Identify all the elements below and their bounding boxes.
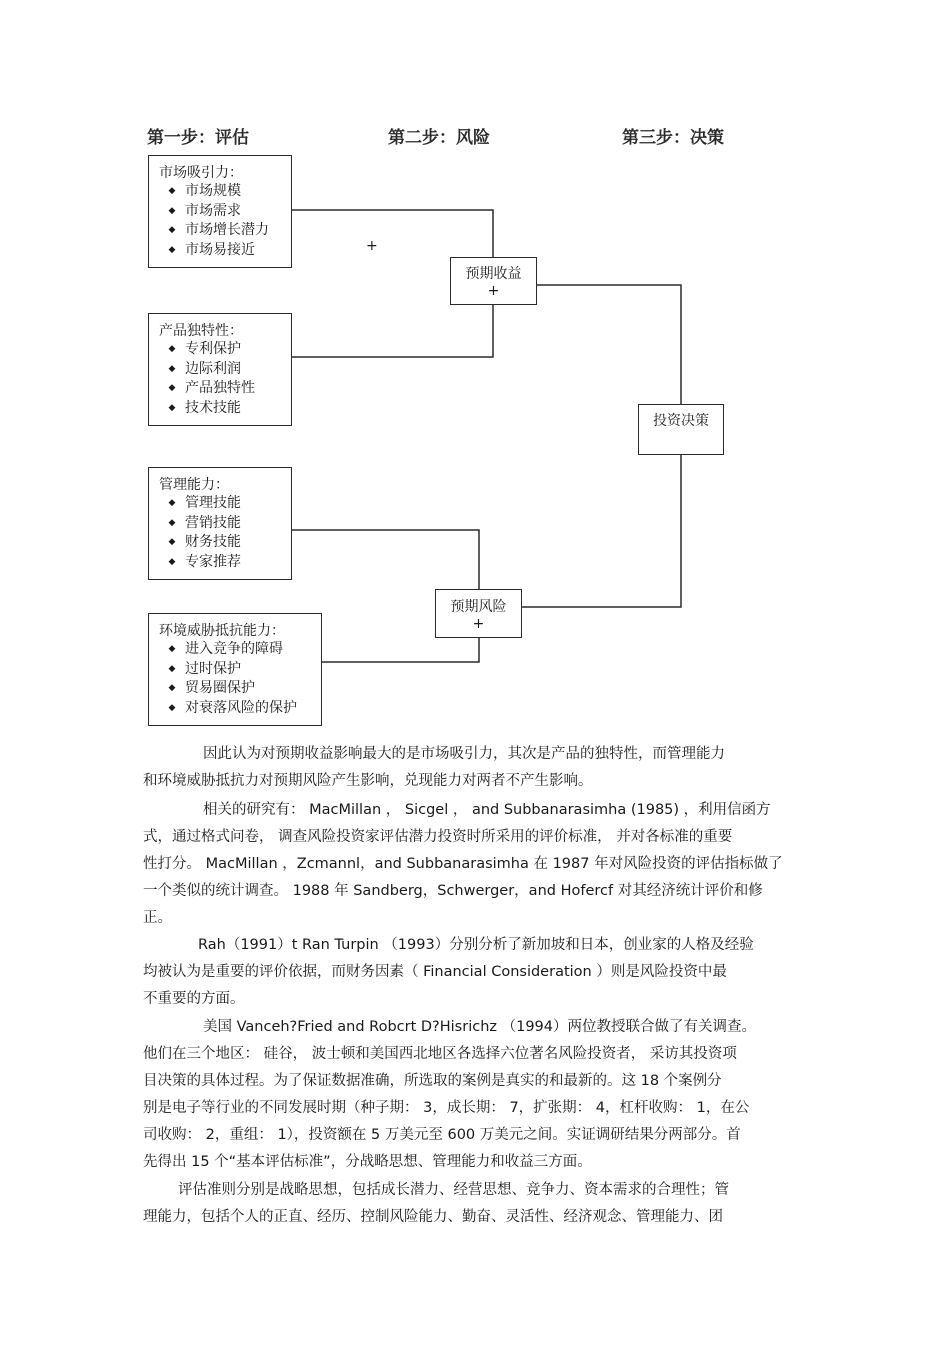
- list-item: ◆ 市场增长潜力: [159, 221, 269, 241]
- management-capability-box: [148, 467, 292, 580]
- paragraph-2: 相关的研究有： MacMillan ， Sicgel ， and Subbanarasimha (1985) ，利用信函方 式，通过格式问卷， 调查风险投资家评估潜力投资时所采用的评价标准， 并对各标准的重要 性打分。 MacMillan ，Zcmannl，and Subbanarasimha 在 1987 年对风险投资的评估指标做了 一个类似的统计调查。 1988 年 Sandberg，Schwerger，and Hofercf 对其经济统计评价和修 正。: [143, 802, 783, 926]
- list-item: ◆ 技术技能: [159, 399, 255, 419]
- connector-environment-to-risk: [322, 638, 479, 662]
- list-item: ◆ 专家推荐: [159, 553, 241, 573]
- list-item: ◆ 过时保护: [159, 660, 297, 680]
- list-item: ◆ 财务技能: [159, 533, 241, 553]
- list-item: ◆ 专利保护: [159, 340, 255, 360]
- step-1-heading: 第一步：评估: [147, 128, 249, 148]
- market-attractiveness-box: [148, 155, 292, 268]
- diamond-bullet-icon: ◆: [168, 517, 176, 528]
- list-item: ◆ 市场规模: [159, 182, 269, 202]
- step-2-heading: 第二步：风险: [388, 128, 490, 148]
- diamond-bullet-icon: ◆: [168, 383, 176, 393]
- plus-sign-between-boxes: +: [366, 238, 378, 254]
- list-item: ◆ 管理技能: [159, 494, 241, 514]
- environment-threat-resistance-box: [148, 613, 322, 726]
- diamond-bullet-icon: ◆: [168, 244, 176, 255]
- diamond-bullet-icon: ◆: [168, 402, 176, 413]
- paragraph-4: 美国 Vanceh?Fried and Robcrt D?Hisrichz （1994）两位教授联合做了有关调查。 他们在三个地区： 硅谷， 波士顿和美国西北地区各选择六位著名风险投资者， 采访其投资项 目决策的具体过程。为了保证数据准确，所选取的案例是真实的和最新的。这 18 个案例分 别是电子等行业的不同发展时期（种子期： 3，成长期： 7，扩张期： 4，杠杆收购： 1，在公 司收购： 2，重组： 1），投资额在 5 万美元至 600 万美元之间。实证调研结果分两部分。首 先得出 15 个“基本评估标准”，分战略思想、管理能力和收益三方面。: [143, 1019, 757, 1170]
- diamond-bullet-icon: ◆: [168, 537, 176, 547]
- list-item: ◆ 市场需求: [159, 202, 269, 222]
- list-item: ◆ 进入竞争的障碍: [159, 640, 297, 660]
- connector-product-to-return: [292, 305, 493, 357]
- connector-risk-to-decision: [522, 455, 681, 607]
- diamond-bullet-icon: ◆: [168, 225, 176, 235]
- connector-market-to-return: [292, 210, 493, 257]
- paragraph-3: Rah（1991）t Ran Turpin （1993）分别分析了新加坡和日本，创业家的人格及经验 均被认为是重要的评价依据，而财务因素（ Financial Consideration ）则是风险投资中最 不重要的方面。: [143, 937, 754, 1007]
- step-3-heading: 第三步：决策: [622, 128, 724, 148]
- diamond-bullet-icon: ◆: [168, 363, 176, 374]
- diamond-bullet-icon: ◆: [168, 344, 176, 354]
- plus-sign: +: [472, 616, 485, 632]
- investment-decision-node: [638, 404, 724, 455]
- expected-return-node: [450, 257, 537, 305]
- box-title: 市场吸引力：: [159, 165, 243, 181]
- list-item: ◆ 对衰落风险的保护: [159, 699, 297, 719]
- box-title: 环境威胁抵抗能力：: [159, 623, 285, 639]
- expected-risk-node: [435, 589, 522, 638]
- diamond-bullet-icon: ◆: [168, 186, 176, 196]
- node-label: 预期收益: [465, 266, 522, 282]
- plus-sign: +: [487, 283, 500, 299]
- connector-return-to-decision: [537, 285, 681, 404]
- list-item: ◆ 产品独特性: [159, 379, 255, 399]
- diamond-bullet-icon: ◆: [168, 683, 176, 693]
- diamond-bullet-icon: ◆: [168, 702, 176, 713]
- diamond-bullet-icon: ◆: [168, 556, 176, 567]
- list-item: ◆ 市场易接近: [159, 241, 269, 261]
- paragraph-1: 因此认为对预期收益影响最大的是市场吸引力，其次是产品的独特性，而管理能力 和环境威胁抵抗力对预期风险产生影响，兑现能力对两者不产生影响。: [143, 746, 725, 789]
- diamond-bullet-icon: ◆: [168, 498, 176, 508]
- box-title: 产品独特性：: [159, 323, 243, 339]
- node-label: 预期风险: [450, 599, 507, 615]
- connector-management-to-risk: [292, 530, 479, 589]
- node-label: 投资决策: [653, 413, 709, 429]
- diamond-bullet-icon: ◆: [168, 663, 176, 674]
- diamond-bullet-icon: ◆: [168, 644, 176, 654]
- list-item: ◆ 贸易圈保护: [159, 679, 297, 699]
- product-uniqueness-box: [148, 313, 292, 426]
- paragraph-5: 评估准则分别是战略思想，包括成长潜力、经营思想、竞争力、资本需求的合理性；管 理能力，包括个人的正直、经历、控制风险能力、勤奋、灵活性、经济观念、管理能力、团: [143, 1182, 729, 1225]
- list-item: ◆ 营销技能: [159, 514, 241, 534]
- diamond-bullet-icon: ◆: [168, 205, 176, 216]
- box-title: 管理能力：: [159, 477, 229, 493]
- list-item: ◆ 边际利润: [159, 360, 255, 380]
